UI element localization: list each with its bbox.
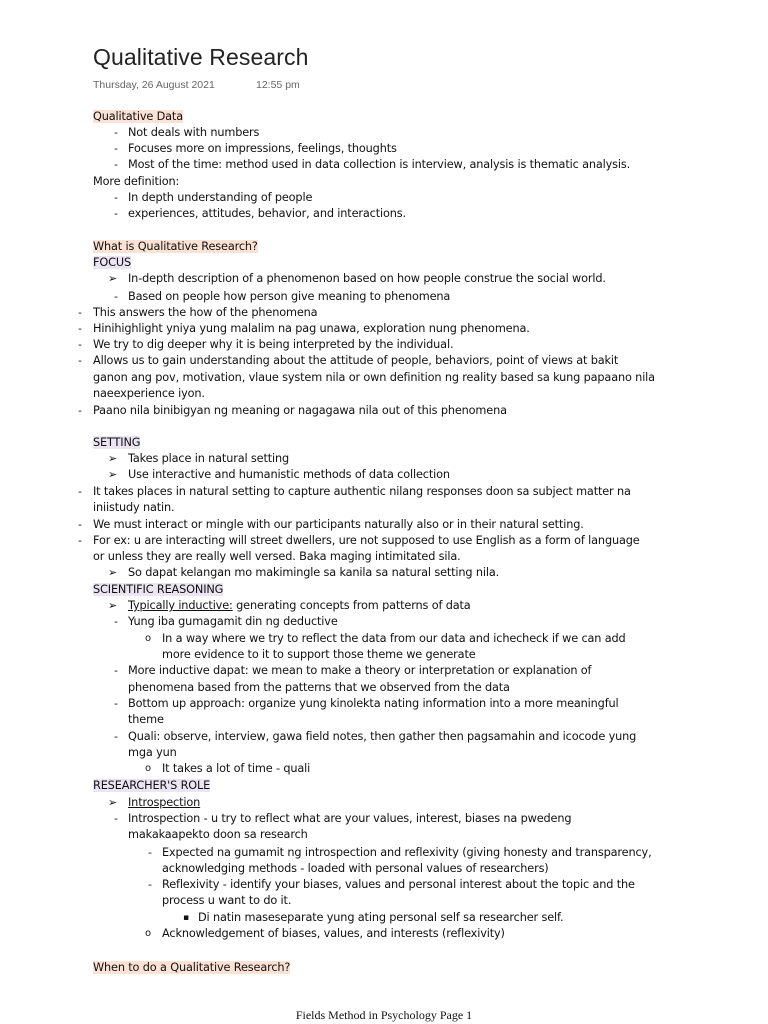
note-line-text: Hinihighlight yniya yung malalim na pag unawa, exploration nung phenomena. <box>93 322 530 335</box>
dash-bullet-icon: - <box>78 485 82 498</box>
note-line <box>128 157 630 173</box>
note-line <box>93 321 530 337</box>
note-line <box>162 926 505 942</box>
note-line <box>128 696 619 712</box>
dash-bullet-icon: - <box>114 664 118 677</box>
note-line <box>128 271 606 287</box>
arrow-bullet-icon: ➢ <box>108 468 118 481</box>
note-line <box>128 663 591 679</box>
dash-bullet-icon: - <box>78 322 82 335</box>
note-line-text: For ex: u are interacting will street dwellers, ure not supposed to use English as a form of language <box>93 534 640 547</box>
note-line <box>128 141 397 157</box>
note-line-text: More inductive dapat: we mean to make a theory or interpretation or explanation of <box>128 664 592 677</box>
note-line-text: It takes a lot of time - quali <box>162 762 311 775</box>
circle-bullet-icon: o <box>145 633 152 644</box>
note-line <box>128 811 571 827</box>
dash-bullet-icon: - <box>114 126 118 139</box>
note-line-text: In depth understanding of people <box>128 191 313 204</box>
note-line <box>128 125 259 141</box>
note-line-text: Di natin maseseparate yung ating personal self sa researcher self. <box>198 911 564 924</box>
note-line-text: or unless they are really well versed. Baka maging intimitated sila. <box>93 550 461 563</box>
note-line <box>128 190 312 206</box>
dash-bullet-icon: - <box>78 338 82 351</box>
arrow-bullet-icon: ➢ <box>108 566 118 579</box>
note-line <box>93 960 290 976</box>
note-line-text: Focuses more on impressions, feelings, thoughts <box>128 142 397 155</box>
note-line-text: It takes places in natural setting to capture authentic nilang responses doon sa subject matter na <box>93 485 631 498</box>
note-line <box>128 206 406 222</box>
note-date: Thursday, 26 August 2021 <box>93 79 215 91</box>
note-line-text: This answers the how of the phenomena <box>93 306 318 319</box>
note-line-text: Qualitative Data <box>93 110 183 123</box>
dash-bullet-icon: - <box>114 615 118 628</box>
note-line-text: Use interactive and humanistic methods of data collection <box>128 468 450 481</box>
note-line <box>162 631 626 647</box>
note-line <box>162 893 291 909</box>
dash-bullet-icon: - <box>114 290 118 303</box>
note-line-text: Acknowledgement of biases, values, and interests (reflexivity) <box>162 927 505 940</box>
note-line-text: Bottom up approach: organize yung kinolekta nating information into a more meaningful <box>128 697 619 710</box>
note-line <box>128 467 450 483</box>
note-line-text: ganon ang pov, motivation, vlaue system nila or own definition ng reality based sa kung papaano nila <box>93 371 655 384</box>
note-line <box>93 549 461 565</box>
arrow-bullet-icon: ➢ <box>108 452 118 465</box>
note-line <box>128 729 636 745</box>
note-line-text: We must interact or mingle with our participants naturally also or in their natural setting. <box>93 518 584 531</box>
note-line-text: RESEARCHER'S ROLE <box>93 779 211 792</box>
dash-bullet-icon: - <box>114 158 118 171</box>
dash-bullet-icon: - <box>114 207 118 220</box>
dash-bullet-icon: - <box>148 846 152 859</box>
arrow-bullet-icon: ➢ <box>108 796 118 809</box>
note-line-text: FOCUS <box>93 256 131 269</box>
circle-bullet-icon: o <box>145 928 152 939</box>
note-line-text: In a way where we try to reflect the data from our data and ichecheck if we can add <box>162 632 626 645</box>
page-title: Qualitative Research <box>93 44 309 70</box>
note-line-text: Takes place in natural setting <box>128 452 290 465</box>
dash-bullet-icon: - <box>114 730 118 743</box>
note-line-text: So dapat kelangan mo makimingle sa kanila sa natural setting nila. <box>128 566 500 579</box>
dash-bullet-icon: - <box>114 191 118 204</box>
note-line-text: Introspection - u try to reflect what are your values, interest, biases na pwedeng <box>128 812 572 825</box>
note-line <box>93 109 183 125</box>
note-line-text: experiences, attitudes, behavior, and interactions. <box>128 207 406 220</box>
note-line <box>128 827 308 843</box>
note-line-text: SETTING <box>93 436 141 449</box>
note-line <box>128 614 338 630</box>
dash-bullet-icon: - <box>148 878 152 891</box>
arrow-bullet-icon: ➢ <box>108 599 118 612</box>
note-line-text: Not deals with numbers <box>128 126 260 139</box>
note-line-text-continued: generating concepts from patterns of data <box>232 599 471 612</box>
note-line <box>93 353 618 369</box>
dash-bullet-icon: - <box>78 534 82 547</box>
dash-bullet-icon: - <box>78 354 82 367</box>
note-line-text: Reflexivity - identify your biases, values and personal interest about the topic and the <box>162 878 635 891</box>
note-line <box>128 680 510 696</box>
note-line-text: SCIENTIFIC REASONING <box>93 583 224 596</box>
note-line <box>93 484 631 500</box>
note-line-text: process u want to do it. <box>162 894 292 907</box>
note-line-text: Yung iba gumagamit din ng deductive <box>128 615 338 628</box>
note-line-text: Most of the time: method used in data collection is interview, analysis is thematic analysis. <box>128 158 631 171</box>
note-line-text: More definition: <box>93 175 180 188</box>
note-line <box>128 598 471 614</box>
note-line <box>93 305 317 321</box>
dash-bullet-icon: - <box>78 404 82 417</box>
note-line-text: more evidence to it to support those theme we generate <box>162 648 476 661</box>
note-line-text: mga yun <box>128 746 177 759</box>
dash-bullet-icon: - <box>78 306 82 319</box>
note-line <box>93 435 140 451</box>
note-line-text: Allows us to gain understanding about the attitude of people, behaviors, point of views at bakit <box>93 354 619 367</box>
note-line <box>93 517 584 533</box>
note-line <box>162 877 635 893</box>
note-line-text: Introspection <box>128 796 201 809</box>
circle-bullet-icon: o <box>145 763 152 774</box>
note-line <box>93 386 205 402</box>
note-line-text: Quali: observe, interview, gawa field notes, then gather then pagsamahin and icocode yung <box>128 730 637 743</box>
note-line <box>93 174 179 190</box>
note-line-text: Typically inductive: <box>128 599 233 612</box>
note-line-text: What is Qualitative Research? <box>93 240 258 253</box>
note-line <box>162 761 310 777</box>
note-line <box>93 778 210 794</box>
note-line <box>128 795 200 811</box>
dash-bullet-icon: - <box>78 518 82 531</box>
note-line <box>93 239 258 255</box>
note-line <box>128 745 177 761</box>
dash-bullet-icon: - <box>114 812 118 825</box>
note-line <box>128 565 499 581</box>
note-line <box>93 500 175 516</box>
note-line <box>93 533 640 549</box>
note-line-text: acknowledging methods - loaded with personal values of researchers) <box>162 862 549 875</box>
square-bullet-icon: ▪ <box>183 913 190 923</box>
page-footer: Fields Method in Psychology Page 1 <box>295 1008 473 1022</box>
note-time: 12:55 pm <box>256 79 300 91</box>
note-line <box>93 255 131 271</box>
note-line-text: In-depth description of a phenomenon based on how people construe the social world. <box>128 272 606 285</box>
note-line <box>198 910 563 926</box>
dash-bullet-icon: - <box>114 142 118 155</box>
note-line <box>93 337 453 353</box>
note-line <box>162 647 476 663</box>
note-line <box>162 861 549 877</box>
note-line-text: Based on people how person give meaning to phenomena <box>128 290 451 303</box>
note-line-text: theme <box>128 713 164 726</box>
dash-bullet-icon: - <box>114 697 118 710</box>
note-line <box>128 451 289 467</box>
note-line <box>93 403 507 419</box>
note-line-text: naeexperience iyon. <box>93 387 205 400</box>
note-line-text: iniistudy natin. <box>93 501 175 514</box>
note-line <box>93 370 655 386</box>
arrow-bullet-icon: ➢ <box>108 272 118 285</box>
note-line <box>93 582 223 598</box>
note-line <box>128 712 164 728</box>
note-line <box>162 845 652 861</box>
note-line-text: Expected na gumamit ng introspection and reflexivity (giving honesty and transparency, <box>162 846 652 859</box>
note-line <box>128 289 450 305</box>
note-line-text: Paano nila binibigyan ng meaning or nagagawa nila out of this phenomena <box>93 404 507 417</box>
note-line-text: phenomena based from the patterns that we observed from the data <box>128 681 510 694</box>
note-line-text: When to do a Qualitative Research? <box>93 961 291 974</box>
note-line-text: makakaapekto doon sa research <box>128 828 308 841</box>
note-line-text: We try to dig deeper why it is being interpreted by the individual. <box>93 338 454 351</box>
